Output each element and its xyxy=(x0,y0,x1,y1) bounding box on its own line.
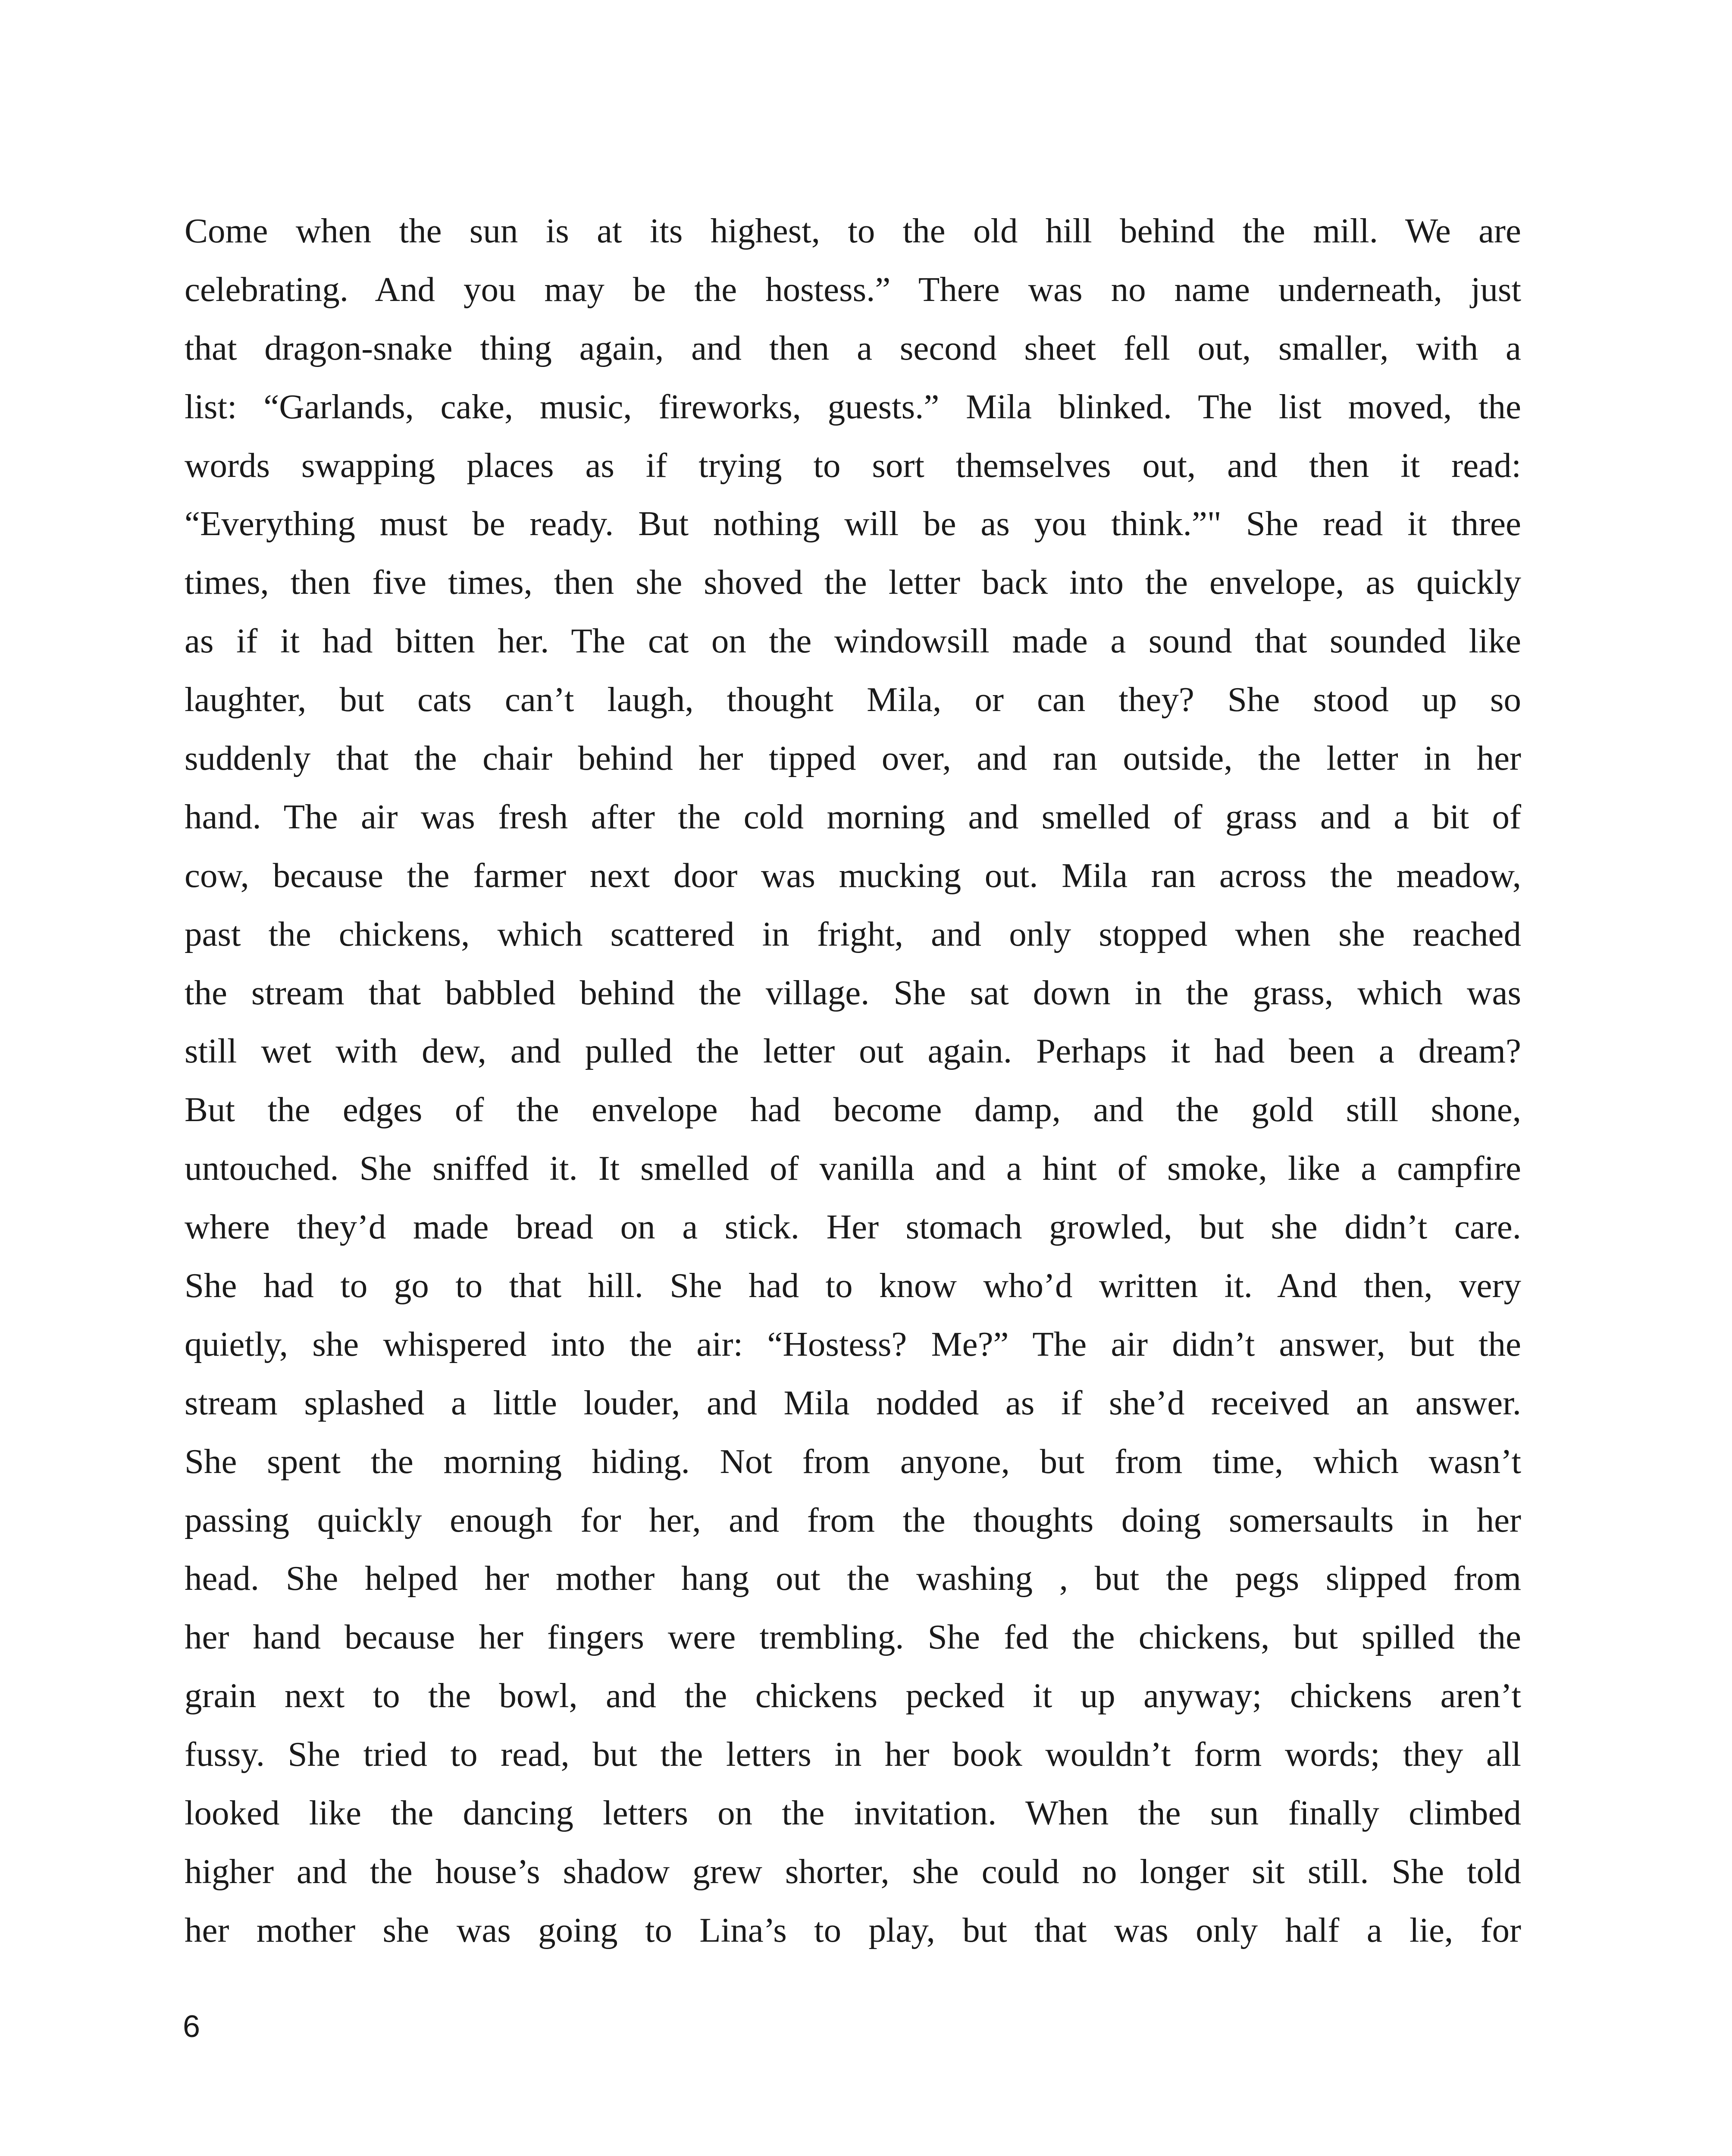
text-line: head. She helped her mother hang out the washing , but the pegs slipped from xyxy=(185,1559,1521,1598)
text-line: laughter, but cats can’t laugh, thought Mila, or can they? She stood up so xyxy=(185,680,1521,719)
text-line: words swapping places as if trying to sort themselves out, and then it read: xyxy=(185,445,1521,485)
body-paragraph xyxy=(185,202,1521,1960)
text-line: past the chickens, which scattered in fright, and only stopped when she reached xyxy=(185,914,1521,953)
text-line: “Everything must be ready. But nothing will be as you think.”" She read it three xyxy=(185,504,1521,543)
text-line: times, then five times, then she shoved the letter back into the envelope, as quickly xyxy=(185,563,1521,602)
text-line: quietly, she whispered into the air: “Hostess? Me?” The air didn’t answer, but the xyxy=(185,1324,1521,1363)
text-line: hand. The air was fresh after the cold morning and smelled of grass and a bit of xyxy=(185,797,1521,836)
text-line: fussy. She tried to read, but the letters in her book wouldn’t form words; they all xyxy=(185,1735,1521,1774)
text-line: as if it had bitten her. The cat on the windowsill made a sound that sounded like xyxy=(185,621,1521,661)
text-line: list: “Garlands, cake, music, fireworks, guests.” Mila blinked. The list moved, the xyxy=(185,387,1521,426)
text-line: the stream that babbled behind the village. She sat down in the grass, which was xyxy=(185,973,1521,1012)
text-line: grain next to the bowl, and the chickens pecked it up anyway; chickens aren’t xyxy=(185,1676,1521,1715)
text-line: passing quickly enough for her, and from the thoughts doing somersaults in her xyxy=(185,1500,1521,1539)
text-line: Come when the sun is at its highest, to the old hill behind the mill. We are xyxy=(185,211,1521,250)
text-line: She spent the morning hiding. Not from anyone, but from time, which wasn’t xyxy=(185,1442,1521,1481)
text-line: her hand because her fingers were trembling. She fed the chickens, but spilled the xyxy=(185,1617,1521,1657)
text-line: celebrating. And you may be the hostess.” There was no name underneath, just xyxy=(185,270,1521,309)
text-line: suddenly that the chair behind her tipped over, and ran outside, the letter in her xyxy=(185,739,1521,778)
text-line: untouched. She sniffed it. It smelled of vanilla and a hint of smoke, like a campfire xyxy=(185,1149,1521,1188)
text-line: stream splashed a little louder, and Mila nodded as if she’d received an answer. xyxy=(185,1383,1521,1422)
text-line: looked like the dancing letters on the invitation. When the sun finally climbed xyxy=(185,1793,1521,1833)
text-line: higher and the house’s shadow grew shorter, she could no longer sit still. She told xyxy=(185,1852,1521,1891)
text-line: still wet with dew, and pulled the letter out again. Perhaps it had been a dream? xyxy=(185,1031,1521,1071)
text-line: where they’d made bread on a stick. Her stomach growled, but she didn’t care. xyxy=(185,1207,1521,1247)
text-line: cow, because the farmer next door was mucking out. Mila ran across the meadow, xyxy=(185,856,1521,895)
page-number: 6 xyxy=(183,2009,200,2044)
text-line: She had to go to that hill. She had to know who’d written it. And then, very xyxy=(185,1266,1521,1305)
text-line: But the edges of the envelope had become damp, and the gold still shone, xyxy=(185,1090,1521,1129)
text-line: that dragon-snake thing again, and then a second sheet fell out, smaller, with a xyxy=(185,328,1521,367)
text-line: her mother she was going to Lina’s to play, but that was only half a lie, for xyxy=(185,1910,1521,1949)
